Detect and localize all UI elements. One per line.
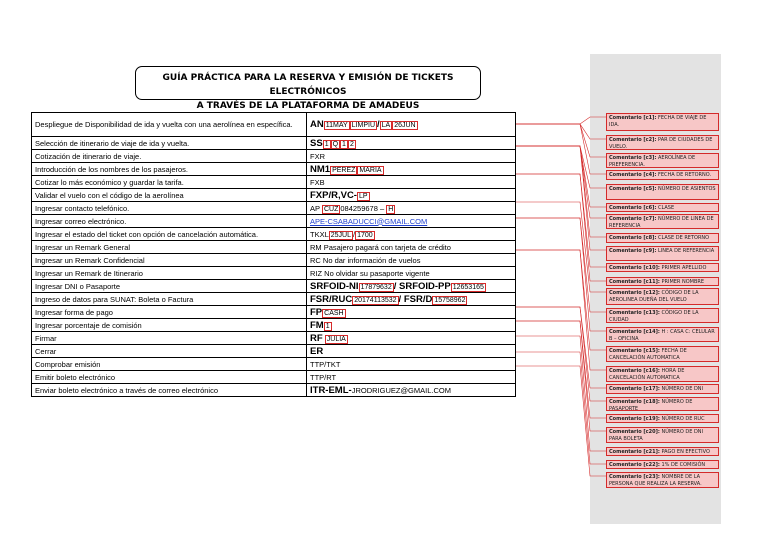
title-line-1: GUÍA PRÁCTICA PARA LA RESERVA Y EMISIÓN DE TICKETS ELECTRÓNICOS [162, 73, 454, 97]
table-row [32, 280, 516, 293]
comment-text: AEROLÍNEA DE PREFERENCIA. [609, 155, 696, 168]
comment-label: Comentario [c1]: [609, 115, 657, 121]
row-command [307, 215, 516, 228]
comment-label: Comentario [c21]: [609, 449, 660, 455]
comment-text: PAGO EN EFECTIVO [659, 449, 710, 455]
row-description: Selección de itinerario de viaje de ida y vuelta. [32, 137, 307, 150]
comment-text: PAR DE CIUDADES DE VUELO. [609, 137, 713, 150]
table-row [32, 384, 516, 397]
row-description: Ingresar DNI o Pasaporte [32, 280, 307, 293]
row-description: Ingresar correo electrónico. [32, 215, 307, 228]
comment-box[interactable] [606, 184, 719, 200]
row-description: Cotización de itinerario de viaje. [32, 150, 307, 163]
comment-text: NÚMERO DE DNI [659, 386, 704, 392]
row-command: ER [307, 345, 516, 358]
command-table [31, 112, 516, 397]
comment-box[interactable] [606, 447, 719, 456]
row-command: RM Pasajero pagará con tarjeta de crédito [307, 241, 516, 254]
row-description: Ingresar un Remark de Itinerario [32, 267, 307, 280]
comment-box[interactable] [606, 233, 719, 243]
table-row [32, 371, 516, 384]
comment-box[interactable] [606, 397, 719, 411]
comment-box[interactable] [606, 263, 719, 272]
comment-box[interactable] [606, 460, 719, 469]
row-description: Cerrar [32, 345, 307, 358]
comment-text: H : CASA C: CELULAR B – OFICINA [609, 329, 715, 342]
table-row [32, 113, 516, 137]
row-command: TTP/RT [307, 371, 516, 384]
comment-label: Comentario [c19]: [609, 416, 660, 422]
row-command: FXP/R,VC- LP [307, 189, 516, 202]
comment-box[interactable] [606, 203, 719, 212]
table-row [32, 345, 516, 358]
comment-text: NOMBRE DE LA PERSONA QUE REALIZA LA RESERVA. [609, 474, 702, 487]
table-row [32, 163, 516, 176]
row-description: Enviar boleto electrónico a través de correo electrónico [32, 384, 307, 397]
comment-text: CLASE DE RETORNO [656, 235, 710, 241]
comment-box[interactable] [606, 308, 719, 323]
row-description: Validar el vuelo con el código de la aerolínea [32, 189, 307, 202]
comment-label: Comentario [c18]: [609, 399, 660, 405]
comment-label: Comentario [c11]: [609, 279, 660, 285]
comment-text: HORA DE CANCELACIÓN AUTOMATICA [609, 368, 685, 381]
comment-label: Comentario [c8]: [609, 235, 657, 241]
comment-box[interactable] [606, 153, 719, 168]
email-link[interactable]: APE-CSABADUCCI@GMAIL.COM [310, 216, 428, 226]
row-command: FM 1 [307, 319, 516, 332]
document-title [135, 66, 481, 111]
comment-label: Comentario [c15]: [609, 348, 660, 354]
row-description: Despliegue de Disponibilidad de ida y vuelta con una aerolínea en específica. [32, 113, 307, 137]
comment-box[interactable] [606, 384, 719, 394]
comment-text: NÚMERO DE LINEA DE REFERENCIA [609, 216, 714, 229]
comment-box[interactable] [606, 366, 719, 382]
comment-text: FECHA DE CANCELACIÓN AUTOMATICA [609, 348, 687, 361]
comment-box[interactable] [606, 246, 719, 261]
table-row [32, 189, 516, 202]
comment-label: Comentario [c13]: [609, 310, 660, 316]
comment-box[interactable] [606, 170, 719, 180]
comment-label: Comentario [c22]: [609, 462, 660, 468]
comment-box[interactable] [606, 214, 719, 229]
row-command: FXR [307, 150, 516, 163]
comment-text: NÚMERO DE ASIENTOS [656, 186, 716, 192]
table-row [32, 215, 516, 228]
table-row [32, 319, 516, 332]
comment-label: Comentario [c4]: [609, 172, 657, 178]
comment-box[interactable] [606, 277, 719, 286]
comment-text: FECHA DE RETORNO. [656, 172, 712, 178]
row-command: TKXL 25JUL / 1700 [307, 228, 516, 241]
table-row [32, 228, 516, 241]
comment-box[interactable] [606, 288, 719, 305]
row-command: FXB [307, 176, 516, 189]
table-row [32, 241, 516, 254]
comment-label: Comentario [c17]: [609, 386, 660, 392]
table-row [32, 358, 516, 371]
comment-box[interactable] [606, 113, 719, 131]
table-row [32, 293, 516, 306]
comment-text: PRIMER NOMBRE [659, 279, 705, 285]
comment-text: FECHA DE VIAJE DE IDA. [609, 115, 707, 128]
comment-label: Comentario [c20]: [609, 429, 660, 435]
table-row [32, 254, 516, 267]
row-command: RIZ No olvidar su pasaporte vigente [307, 267, 516, 280]
row-description: Ingresar forma de pago [32, 306, 307, 319]
comment-text: LINEA DE REFERENCIA [656, 248, 715, 254]
row-description: Ingresar porcentaje de comisión [32, 319, 307, 332]
row-description: Introducción de los nombres de los pasajeros. [32, 163, 307, 176]
row-command: FSR/RUC 20174113532 / FSR/D 15758962 [307, 293, 516, 306]
comment-label: Comentario [c10]: [609, 265, 660, 271]
row-description: Firmar [32, 332, 307, 345]
row-description: Ingresar contacto telefónico. [32, 202, 307, 215]
table-row [32, 332, 516, 345]
comment-text: NÚMERO DE DNI PARA BOLETA [609, 429, 704, 442]
comment-box[interactable] [606, 472, 719, 488]
table-row [32, 267, 516, 280]
comment-text: NÚMERO DE RUC [659, 416, 705, 422]
comment-text: CÓDIGO DE LA CIUDAD [609, 310, 699, 323]
row-description: Ingreso de datos para SUNAT: Boleta o Factura [32, 293, 307, 306]
table-row [32, 176, 516, 189]
comment-label: Comentario [c9]: [609, 248, 657, 254]
row-description: Comprobar emisión [32, 358, 307, 371]
row-description: Ingresar el estado del ticket con opción de cancelación automática. [32, 228, 307, 241]
row-description: Ingresar un Remark General [32, 241, 307, 254]
table-row [32, 137, 516, 150]
comment-text: CLASE [656, 205, 675, 211]
comment-label: Comentario [c12]: [609, 290, 660, 296]
comment-label: Comentario [c7]: [609, 216, 657, 222]
row-command: TTP/TKT [307, 358, 516, 371]
row-description: Emitir boleto electrónico [32, 371, 307, 384]
title-line-2: A TRAVÉS DE LA PLATAFORMA DE AMADEUS [196, 101, 420, 111]
row-description: Ingresar un Remark Confidencial [32, 254, 307, 267]
row-command: FP CASH [307, 306, 516, 319]
table-row [32, 306, 516, 319]
row-command: AN 11MAY LIMPIU / LA 26JUN [307, 113, 516, 137]
row-command: SS 1 Q 1 2 [307, 137, 516, 150]
comment-box[interactable] [606, 414, 719, 423]
comment-box[interactable] [606, 427, 719, 443]
comment-label: Comentario [c5]: [609, 186, 657, 192]
row-command: AP CUZ 084259678 – H [307, 202, 516, 215]
row-command: RF JULIA [307, 332, 516, 345]
comment-label: Comentario [c6]: [609, 205, 657, 211]
row-command: RC No dar información de vuelos [307, 254, 516, 267]
table-row [32, 150, 516, 163]
comment-box[interactable] [606, 346, 719, 362]
row-command: ITR-EML-JRODRIGUEZ@GMAIL.COM [307, 384, 516, 397]
comment-box[interactable] [606, 327, 719, 342]
comment-label: Comentario [c23]: [609, 474, 660, 480]
comment-text: NÚMERO DE PASAPORTE [609, 399, 693, 412]
comment-label: Comentario [c2]: [609, 137, 657, 143]
row-command: SRFOID-NI 17879632 / SRFOID-PP 12653165 [307, 280, 516, 293]
comment-label: Comentario [c14]: [609, 329, 660, 335]
comment-label: Comentario [c16]: [609, 368, 660, 374]
comment-box[interactable] [606, 135, 719, 150]
table-row [32, 202, 516, 215]
comment-text: 1% DE COMISIÓN [659, 462, 706, 468]
row-command: NM1 PEREZ MARIA [307, 163, 516, 176]
comment-label: Comentario [c3]: [609, 155, 657, 161]
comment-text: CÓDIGO DE LA AEROLINEA DUEÑA DEL VUELO [609, 290, 699, 303]
row-description: Cotizar lo más económico y guardar la tarifa. [32, 176, 307, 189]
comment-text: PRIMER APELLIDO [659, 265, 707, 271]
